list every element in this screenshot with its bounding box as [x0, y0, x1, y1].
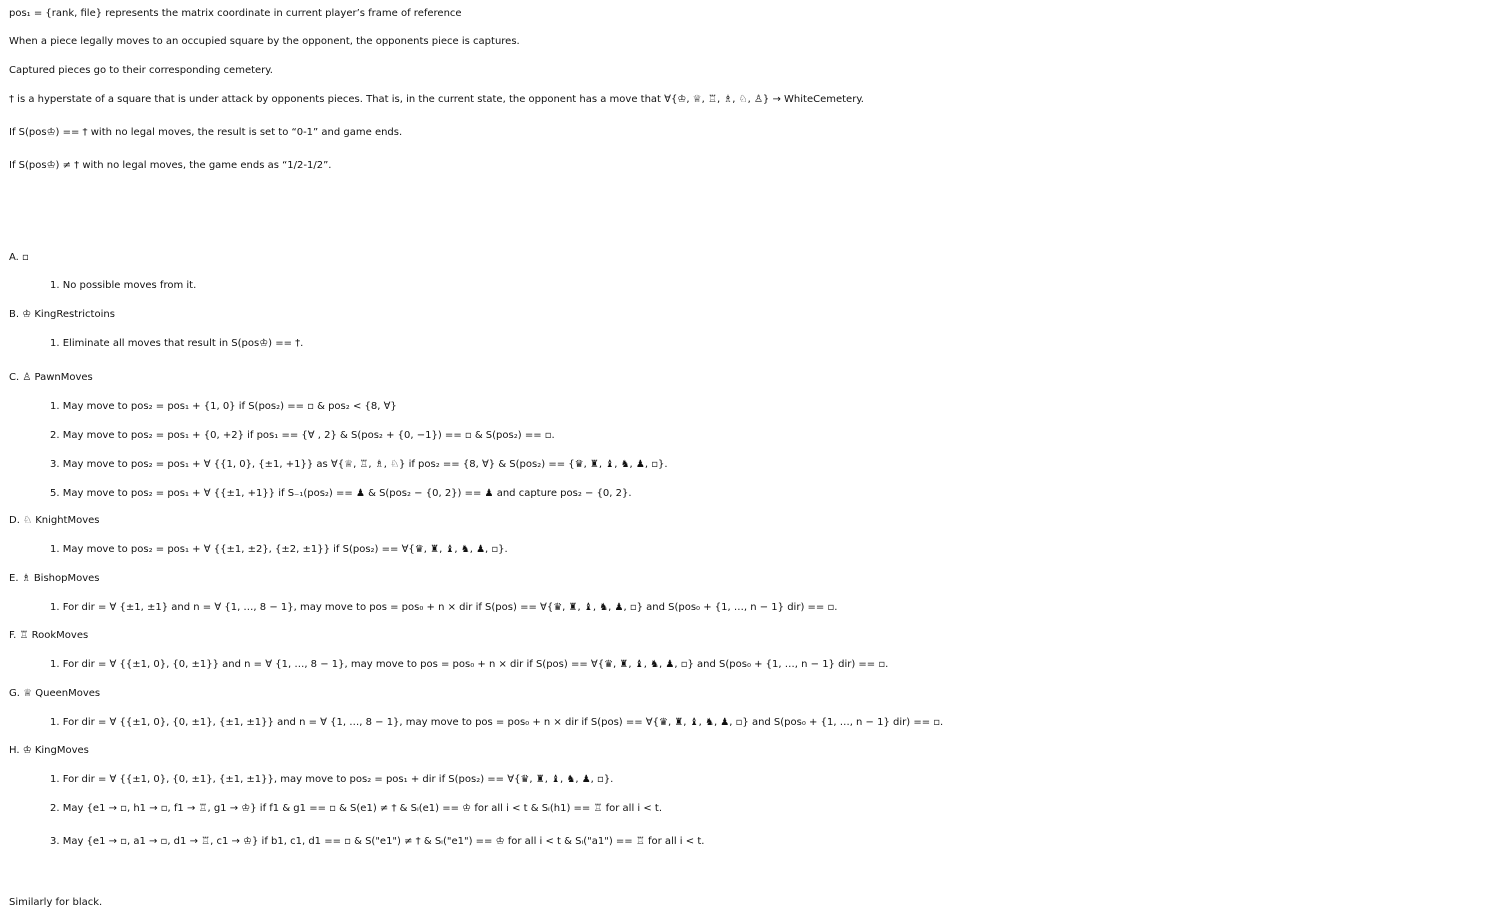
section-heading-queen-moves: G. ♕ QueenMoves — [9, 688, 101, 699]
section-heading-knight-moves: D. ♘ KnightMoves — [9, 515, 100, 526]
rule-line: 3. May move to pos₂ = pos₁ + ∀ {{1, 0}, {±1, +1}} as ∀{♕, ♖, ♗, ♘} if pos₂ == {8, ∀} & S(pos₂) == {♛, ♜, ♝, ♞, ♟, ▫}. — [50, 459, 668, 470]
rule-line: 1. May move to pos₂ = pos₁ + ∀ {{±1, ±2}, {±2, ±1}} if S(pos₂) == ∀{♛, ♜, ♝, ♞, ♟, ▫}. — [50, 544, 508, 555]
section-heading-king-restrictions: B. ♔ KingRestrictoins — [9, 309, 115, 320]
section-heading-rook-moves: F. ♖ RookMoves — [9, 630, 89, 641]
rule-line: 2. May {e1 → ▫, h1 → ▫, f1 → ♖, g1 → ♔} if f1 & g1 == ▫ & S(e1) ≠ † & Sᵢ(e1) == ♔ for all i < t & Sᵢ(h1) == ♖ for all i < t. — [50, 803, 663, 814]
rule-line: 1. No possible moves from it. — [50, 280, 197, 291]
rule-line: 3. May {e1 → ▫, a1 → ▫, d1 → ♖, c1 → ♔} if b1, c1, d1 == ▫ & S("e1") ≠ † & Sᵢ("e1") == ♔ for all i < t & Sᵢ("a1") == ♖ for all i < t. — [50, 836, 705, 847]
rule-line: 1. May move to pos₂ = pos₁ + {1, 0} if S(pos₂) == ▫ & pos₂ < {8, ∀} — [50, 401, 397, 412]
section-heading-pawn-moves: C. ♙ PawnMoves — [9, 372, 93, 383]
intro-line-2: When a piece legally moves to an occupied square by the opponent, the opponents piece is captures. — [9, 36, 520, 47]
rule-line: 2. May move to pos₂ = pos₁ + {0, +2} if pos₁ == {∀ , 2} & S(pos₂ + {0, −1}) == ▫ & S(pos₂) == ▫. — [50, 430, 555, 441]
rule-line: 1. Eliminate all moves that result in S(pos♔) == †. — [50, 338, 304, 349]
footer-note: Similarly for black. — [9, 897, 103, 908]
rule-line: 1. For dir = ∀ {{±1, 0}, {0, ±1}} and n = ∀ {1, …, 8 − 1}, may move to pos = pos₀ + n × dir if S(pos) == ∀{♛, ♜, ♝, ♞, ♟, ▫} and S(pos₀ + {1, …, n − 1} dir) == ▫. — [50, 659, 889, 670]
intro-line-6: If S(pos♔) ≠ † with no legal moves, the game ends as “1/2-1/2”. — [9, 160, 332, 171]
rule-line: 5. May move to pos₂ = pos₁ + ∀ {{±1, +1}} if S₋₁(pos₂) == ♟ & S(pos₂ − {0, 2}) == ♟ and capture pos₂ − {0, 2}. — [50, 488, 632, 499]
intro-line-4: † is a hyperstate of a square that is under attack by opponents pieces. That is, in the current state, the opponent has a move that ∀{♔, ♕, ♖, ♗, ♘, ♙} → WhiteCemetery. — [9, 94, 864, 105]
intro-line-5: If S(pos♔) == † with no legal moves, the result is set to “0-1” and game ends. — [9, 127, 403, 138]
rule-line: 1. For dir = ∀ {{±1, 0}, {0, ±1}, {±1, ±1}}, may move to pos₂ = pos₁ + dir if S(pos₂) == ∀{♛, ♜, ♝, ♞, ♟, ▫}. — [50, 774, 614, 785]
rule-line: 1. For dir = ∀ {{±1, 0}, {0, ±1}, {±1, ±1}} and n = ∀ {1, …, 8 − 1}, may move to pos = pos₀ + n × dir if S(pos) == ∀{♛, ♜, ♝, ♞, ♟, ▫} and S(pos₀ + {1, …, n − 1} dir) == ▫. — [50, 717, 944, 728]
section-heading-empty-square: A. ▫ — [9, 252, 29, 263]
section-heading-king-moves: H. ♔ KingMoves — [9, 745, 89, 756]
intro-line-3: Captured pieces go to their corresponding cemetery. — [9, 65, 273, 76]
rule-line: 1. For dir = ∀ {±1, ±1} and n = ∀ {1, …, 8 − 1}, may move to pos = pos₀ + n × dir if S(pos) == ∀{♛, ♜, ♝, ♞, ♟, ▫} and S(pos₀ + {1, …, n − 1} dir) == ▫. — [50, 602, 838, 613]
intro-line-1: pos₁ = {rank, file} represents the matrix coordinate in current player’s frame of reference — [9, 8, 462, 19]
section-heading-bishop-moves: E. ♗ BishopMoves — [9, 573, 100, 584]
